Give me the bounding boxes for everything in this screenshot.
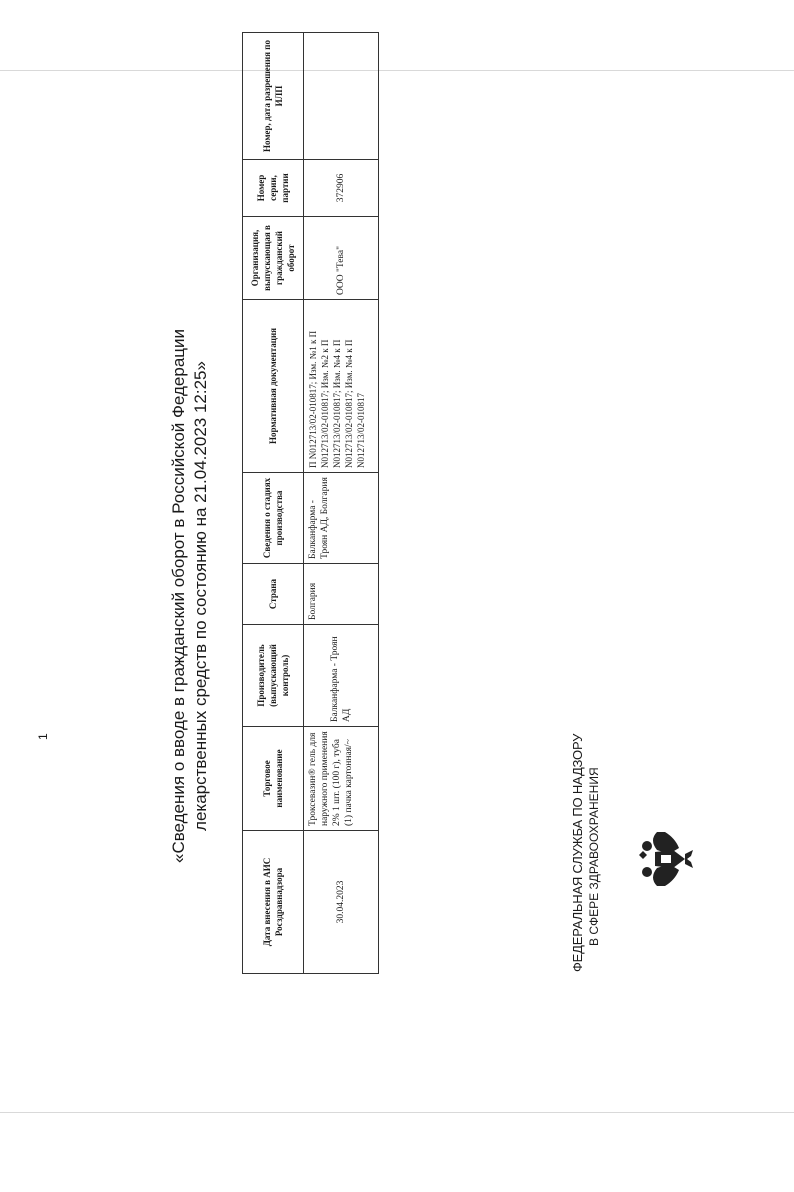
title-line2: лекарственных средств по состоянию на 21.04.2023 12:25» — [191, 361, 210, 831]
agency-name — [570, 672, 601, 972]
col-header-manufacturer: Производитель (выпускающий контроль) — [243, 625, 304, 727]
agency-name-line1: ФЕДЕРАЛЬНАЯ СЛУЖБА ПО НАДЗОРУ — [570, 733, 585, 972]
col-header-country: Страна — [243, 564, 304, 625]
col-header-trade-name: Торговое наименование — [243, 727, 304, 831]
title-line1: «Сведения о вводе в гражданский оборот в Российской Федерации — [169, 328, 188, 864]
registry-table — [242, 32, 379, 974]
cell-stages: Балканфарма - Троян АД, Болгария — [304, 473, 379, 564]
cell-manufacturer: Балканфарма - Троян АД — [304, 625, 379, 727]
col-header-permit: Номер, дата разрешения по ИЛП — [243, 33, 304, 160]
cell-permit — [304, 33, 379, 160]
table-header-row — [243, 33, 304, 974]
col-header-date: Дата внесения в АИС Росздравнадзора — [243, 831, 304, 974]
col-header-organization: Организация, выпускающая в гражданский оборот — [243, 217, 304, 300]
cell-trade-name: Троксевазин® гель для наружного применения 2% 1 шт. (100 г), туба (1) пачка картонная/~ — [304, 727, 379, 831]
page-number: 1 — [36, 733, 50, 740]
col-header-normative-docs: Нормативная документация — [243, 300, 304, 473]
cell-batch: 372906 — [304, 160, 379, 217]
cell-date: 30.04.2023 — [304, 831, 379, 974]
cell-organization: ООО "Тева" — [304, 217, 379, 300]
cell-country: Болгария — [304, 564, 379, 625]
double-headed-eagle-icon — [635, 828, 695, 890]
col-header-batch: Номер серии, партии — [243, 160, 304, 217]
document-title — [168, 0, 212, 1122]
agency-name-line2: В СФЕРЕ ЗДРАВООХРАНЕНИЯ — [587, 767, 601, 946]
col-header-stages: Сведения о стадиях производства — [243, 473, 304, 564]
cell-normative-docs: П N012713/02-010817; Изм. №1 к П N012713/02-010817; Изм. №2 к П N012713/02-010817; Изм. №4 к П N012713/02-010817; Изм. №4 к П N012713/02-010817 — [304, 300, 379, 473]
table-row — [304, 33, 379, 974]
